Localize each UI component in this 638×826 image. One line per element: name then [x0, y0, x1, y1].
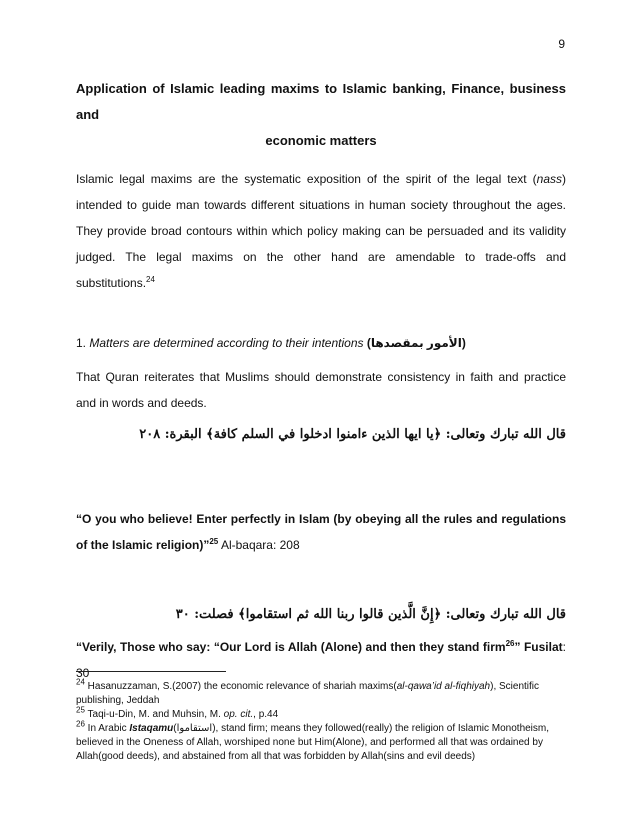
- footnote-24-text-2: ), Scientific publishing, Jeddah: [76, 681, 540, 706]
- footnote-25: [76, 705, 566, 722]
- footnote-26-term: Istaqamu: [129, 723, 174, 734]
- footnote-26-text-2: ), stand firm; means they followed(really) the religion of Islamic Monotheism, believed in the Oneness of Allah, worshiped none but Him(Alone), and performed all that was ordained by Allah(good deeds), and abstained from all that was forbidden by Allah(sins and evil deeds): [76, 723, 550, 762]
- footnote-26-paren: (: [173, 723, 177, 734]
- intro-paragraph: [76, 166, 566, 296]
- intro-text-1: Islamic legal maxims are the systematic exposition of the spirit of the legal text (: [76, 172, 537, 186]
- intro-text-2: ) intended to guide man towards different situations in human society throughout the ages. They provide broad contours within which policy making can be persuaded and its validity judged. The legal maxims on the other hand are amendable to trade-offs and substitutions.: [76, 172, 566, 290]
- section-1-text: Matters are determined according to their intentions: [86, 336, 367, 350]
- quote-1: [76, 506, 566, 558]
- quote-2-text-end: ” Fusilat: [514, 640, 563, 654]
- footnote-24-text-1: Hasanuzzaman, S.(2007) the economic relevance of shariah maxims(: [84, 681, 397, 692]
- arabic-verse-1: قال الله تبارك وتعالى: ﴿يا ايها الذين ءامنوا ادخلوا في السلم كافة﴾ البقرة: ٢٠٨: [139, 427, 566, 442]
- footnote-divider: [76, 671, 226, 672]
- footnote-ref-25: 25: [209, 537, 219, 546]
- section-1-arabic: (الأمور بمقصدها): [366, 336, 466, 350]
- footnote-25-opcit: op. cit.: [223, 709, 254, 720]
- footnote-ref-24: 24: [146, 275, 155, 284]
- page-number: 9: [558, 37, 565, 51]
- footnote-ref-26: 26: [505, 639, 515, 648]
- footnote-24-number: 24: [76, 677, 85, 687]
- footnote-26-text-1: In Arabic: [84, 723, 130, 734]
- quran-consistency-paragraph: That Quran reiterates that Muslims should demonstrate consistency in faith and practice and in words and deeds.: [76, 370, 566, 410]
- section-1-number: 1.: [76, 336, 87, 350]
- footnote-26: [76, 719, 566, 764]
- quote-2-text: “Verily, Those who say: “Our Lord is Allah (Alone) and then they stand firm: [76, 640, 506, 654]
- footnote-24: [76, 677, 566, 708]
- quote-1-reference: Al-baqara: 208: [218, 538, 300, 552]
- footnote-25-number: 25: [76, 705, 85, 715]
- footnote-25-text-2: , p.44: [253, 709, 279, 720]
- heading-line-1: Application of Islamic leading maxims to Islamic banking, Finance, business and: [76, 81, 566, 122]
- heading-line-2: economic matters: [265, 133, 377, 148]
- footnote-25-text-1: Taqi-u-Din, M. and Muhsin, M.: [84, 709, 224, 720]
- arabic-verse-2: قال الله تبارك وتعالى: ﴿إِنَّ الَّذين قالوا ربنا الله ثم استقاموا﴾ فصلت: ٣٠: [175, 607, 566, 622]
- page-content: [76, 76, 566, 686]
- footnote-26-number: 26: [76, 719, 85, 729]
- section-1-title: [76, 330, 566, 356]
- footnote-24-title: al-qawa’id al-fiqhiyah: [396, 681, 491, 692]
- quote-2-reference: : 30: [76, 640, 566, 680]
- quote-1-text: “O you who believe! Enter perfectly in Islam (by obeying all the rules and regulations of the Islamic religion)”: [76, 512, 566, 552]
- footnotes: [76, 677, 566, 764]
- footnote-26-arabic: استقاموا: [176, 723, 213, 734]
- quote-2: [76, 634, 566, 686]
- nass-term: nass: [536, 172, 562, 186]
- page-heading: [76, 76, 566, 154]
